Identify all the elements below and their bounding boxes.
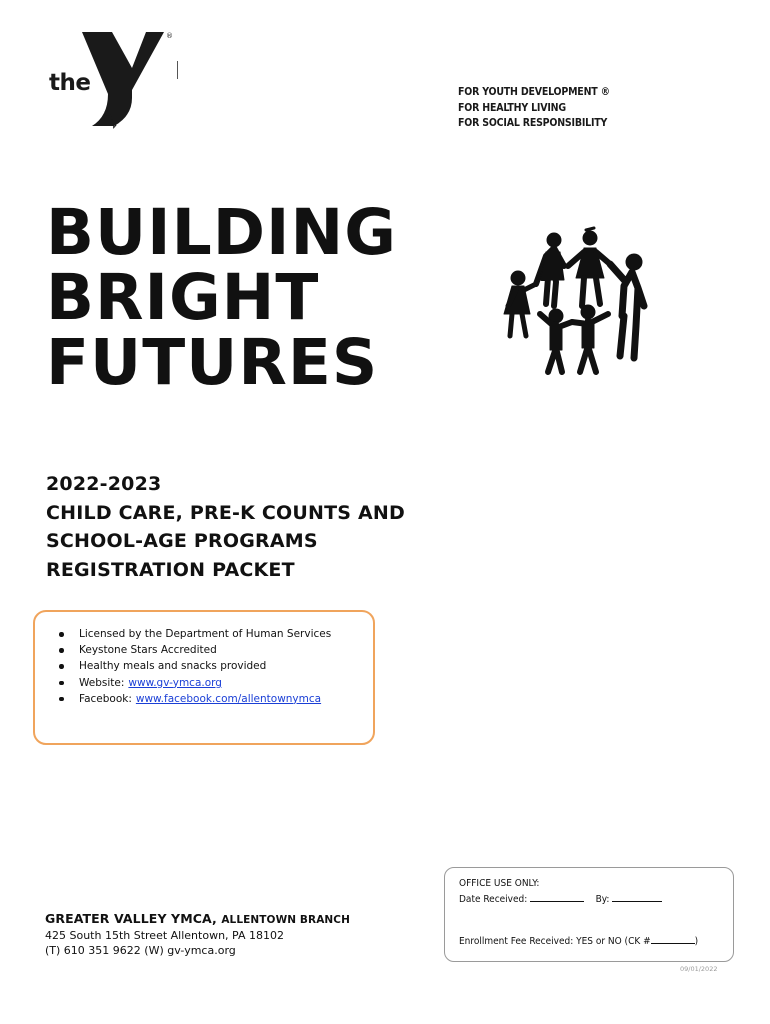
by-label: By: [595, 893, 610, 905]
logo-ymca-text: YMCA [101, 108, 119, 131]
headline-line: BRIGHT [46, 261, 320, 334]
tagline-line: FOR YOUTH DEVELOPMENT ® [458, 86, 610, 98]
headline-line: FUTURES [46, 326, 379, 399]
org-contact [45, 928, 284, 958]
office-date-row [459, 892, 662, 908]
check-number-blank[interactable] [651, 934, 695, 944]
feature-item-facebook [58, 691, 331, 707]
logo-divider [177, 61, 178, 79]
tagline-line: FOR SOCIAL RESPONSIBILITY [458, 117, 608, 129]
office-use-fields [459, 877, 662, 907]
headline [46, 196, 397, 399]
org-name [45, 911, 350, 926]
feature-item: Healthy meals and snacks provided [58, 658, 331, 674]
facebook-link[interactable]: www.facebook.com/allentownymca [135, 692, 322, 705]
facebook-label: Facebook: [79, 692, 132, 705]
svg-text:®: ® [166, 32, 173, 40]
org-phone-web: (T) 610 351 9622 (W) gv-ymca.org [45, 944, 236, 957]
subtitle-line: 2022-2023 [46, 473, 162, 495]
subtitle-line: REGISTRATION PACKET [46, 558, 295, 581]
subtitle-line: SCHOOL-AGE PROGRAMS [46, 530, 318, 552]
headline-line: BUILDING [46, 196, 397, 269]
date-received-label: Date Received: [459, 893, 528, 905]
office-use-heading: OFFICE USE ONLY: [459, 878, 540, 889]
fee-label: Enrollment Fee Received: YES or NO (CK # [459, 936, 651, 947]
feature-item-website [58, 675, 331, 691]
org-branch: ALLENTOWN BRANCH [221, 914, 351, 926]
fee-close: ) [694, 936, 699, 947]
feature-item: Licensed by the Department of Human Services [58, 626, 331, 642]
org-address: 425 South 15th Street Allentown, PA 18102 [45, 929, 284, 942]
feature-item: Keystone Stars Accredited [58, 642, 331, 658]
people-holding-hands-icon [498, 226, 648, 378]
tagline-line: FOR HEALTHY LIVING [458, 101, 566, 114]
enrollment-fee-row [459, 934, 698, 947]
date-received-blank[interactable] [530, 892, 584, 902]
website-link[interactable]: www.gv-ymca.org [128, 676, 222, 689]
by-blank[interactable] [612, 892, 662, 902]
revision-date: 09/01/2022 [680, 965, 718, 973]
website-label: Website: [79, 676, 125, 689]
features-list [58, 626, 331, 707]
packet-subtitle [46, 470, 405, 584]
tagline [458, 85, 610, 132]
subtitle-line: CHILD CARE, PRE-K COUNTS AND [46, 501, 405, 524]
logo-the-text: the [49, 70, 91, 96]
org-name-text: GREATER VALLEY YMCA, [45, 911, 217, 926]
